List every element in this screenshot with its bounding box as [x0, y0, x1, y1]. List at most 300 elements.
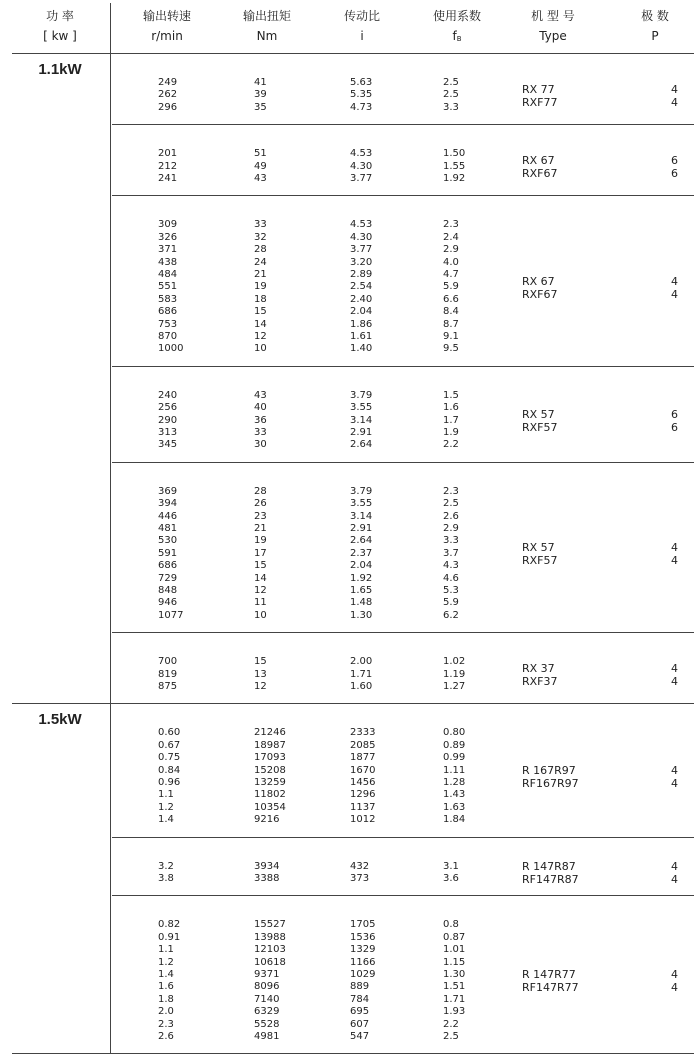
- table-cell: 1.8: [158, 993, 174, 1005]
- torque-column: [254, 656, 267, 693]
- table-cell: 4.30: [350, 231, 373, 243]
- table-cell: 1.15: [443, 956, 466, 968]
- pole-count: [648, 860, 678, 886]
- table-cell: 729: [158, 572, 178, 584]
- torque-column: [254, 390, 267, 452]
- table-cell: 201: [158, 148, 178, 160]
- table-cell: 1.48: [350, 597, 373, 609]
- table-cell: 13259: [254, 776, 286, 788]
- table-cell: 1.27: [443, 680, 466, 692]
- group-divider: [112, 195, 694, 196]
- table-cell: 4.0: [443, 256, 459, 268]
- model-type-line: RX 67: [522, 274, 555, 288]
- table-cell: 3.77: [350, 244, 373, 256]
- table-cell: 0.67: [158, 739, 181, 751]
- table-cell: 946: [158, 597, 178, 609]
- pole-value: 4: [671, 968, 678, 982]
- torque-column: [254, 219, 267, 355]
- table-cell: 5.9: [443, 281, 459, 293]
- table-cell: 1.71: [350, 668, 373, 680]
- pole-value: 4: [671, 674, 678, 688]
- pole-count: [648, 275, 678, 301]
- table-cell: 3.55: [350, 498, 373, 510]
- table-cell: 4981: [254, 1030, 280, 1042]
- table-cell: 32: [254, 231, 267, 243]
- table-cell: 290: [158, 414, 178, 426]
- table-cell: 2.89: [350, 268, 373, 280]
- model-type: [522, 154, 622, 180]
- table-cell: 8.4: [443, 306, 459, 318]
- factor-column: [443, 77, 459, 114]
- model-type-line: R 167R97: [522, 764, 576, 777]
- table-cell: 1.2: [158, 956, 174, 968]
- table-cell: 40: [254, 402, 267, 414]
- model-type-line: RXF37: [522, 674, 558, 688]
- table-cell: 2.0: [158, 1006, 174, 1018]
- factor-column: [443, 390, 459, 452]
- table-cell: 212: [158, 160, 178, 172]
- table-cell: 4.7: [443, 268, 459, 280]
- table-cell: 3.79: [350, 485, 373, 497]
- table-cell: 1.92: [350, 572, 373, 584]
- table-cell: 41: [254, 77, 267, 88]
- table-cell: 2.3: [158, 1018, 174, 1030]
- header-poles: [630, 6, 680, 46]
- table-cell: 0.84: [158, 764, 181, 776]
- table-cell: 241: [158, 172, 178, 184]
- table-cell: 4.3: [443, 560, 459, 572]
- table-cell: 24: [254, 256, 267, 268]
- model-type-line: RF147R77: [522, 981, 579, 995]
- table-cell: 2.54: [350, 281, 373, 293]
- model-type: [522, 541, 622, 567]
- table-cell: 326: [158, 231, 178, 243]
- table-cell: 3.20: [350, 256, 373, 268]
- table-cell: 2.5: [443, 77, 459, 88]
- pole-value: 6: [671, 166, 678, 180]
- table-cell: 591: [158, 547, 178, 559]
- table-cell: 11802: [254, 789, 286, 801]
- table-cell: 371: [158, 244, 178, 256]
- table-cell: 256: [158, 402, 178, 414]
- group-divider: [112, 462, 694, 463]
- factor-column: [443, 148, 465, 185]
- table-cell: 1.4: [158, 814, 174, 826]
- table-cell: 15: [254, 306, 267, 318]
- ratio-column: [350, 148, 372, 185]
- table-cell: 14: [254, 318, 267, 330]
- pole-value: 4: [671, 981, 678, 995]
- speed-column: [158, 919, 180, 1043]
- table-cell: 313: [158, 426, 178, 438]
- table-cell: 49: [254, 160, 267, 172]
- table-cell: 3934: [254, 860, 280, 872]
- table-cell: 1877: [350, 752, 376, 764]
- table-cell: 0.91: [158, 931, 181, 943]
- factor-column: [443, 656, 465, 693]
- table-cell: 17093: [254, 752, 286, 764]
- header-ratio-unit: i: [360, 29, 364, 43]
- header-divider: [12, 53, 694, 54]
- table-cell: 13988: [254, 931, 286, 943]
- model-type-line: RF147R87: [522, 873, 579, 886]
- table-cell: 1296: [350, 789, 376, 801]
- pole-value: 6: [671, 407, 678, 421]
- model-type-line: RX 57: [522, 541, 555, 554]
- table-cell: 1012: [350, 814, 376, 826]
- table-cell: 3.77: [350, 172, 373, 184]
- pole-count: [648, 662, 678, 688]
- table-cell: 12: [254, 330, 267, 342]
- table-cell: 484: [158, 268, 178, 280]
- table-cell: 4.73: [350, 101, 373, 113]
- pole-value: 4: [671, 541, 678, 554]
- pole-count: [648, 968, 678, 994]
- header-speed: [132, 6, 202, 46]
- table-cell: 8.7: [443, 318, 459, 330]
- table-cell: 8096: [254, 981, 280, 993]
- model-type: [522, 662, 622, 688]
- table-cell: 6329: [254, 1006, 280, 1018]
- pole-value: 4: [671, 764, 678, 777]
- table-cell: 1.11: [443, 764, 466, 776]
- table-cell: 35: [254, 101, 267, 113]
- header-torque-label: 输出扭矩: [242, 9, 291, 23]
- table-cell: 2.3: [443, 485, 459, 497]
- table-cell: 1.51: [443, 981, 466, 993]
- table-cell: 686: [158, 560, 178, 572]
- table-cell: 2.6: [158, 1030, 174, 1042]
- table-cell: 0.99: [443, 752, 466, 764]
- table-cell: 10: [254, 343, 267, 355]
- table-cell: 39: [254, 89, 267, 101]
- table-cell: 21246: [254, 727, 286, 739]
- ratio-column: [350, 219, 372, 355]
- torque-column: [254, 727, 286, 826]
- table-cell: 6.6: [443, 293, 459, 305]
- table-cell: 5.3: [443, 584, 459, 596]
- table-cell: 10354: [254, 801, 286, 813]
- table-cell: 1456: [350, 776, 376, 788]
- table-cell: 15: [254, 560, 267, 572]
- table-cell: 1.9: [443, 426, 459, 438]
- table-cell: 12: [254, 680, 267, 692]
- header-type-unit: Type: [539, 29, 567, 43]
- table-cell: 19: [254, 281, 267, 293]
- table-cell: 2.64: [350, 439, 373, 451]
- table-cell: 1329: [350, 944, 376, 956]
- table-cell: 432: [350, 860, 370, 872]
- table-cell: 3.14: [350, 414, 373, 426]
- table-cell: 1705: [350, 919, 376, 931]
- table-cell: 1000: [158, 343, 184, 355]
- torque-column: [254, 919, 286, 1043]
- header-speed-label: 输出转速: [142, 9, 191, 23]
- table-cell: 28: [254, 485, 267, 497]
- table-cell: 10618: [254, 956, 286, 968]
- ratio-column: [350, 656, 372, 693]
- table-cell: 13: [254, 668, 267, 680]
- table-cell: 1.4: [158, 968, 174, 980]
- table-cell: 6.2: [443, 609, 459, 621]
- ratio-column: [350, 919, 375, 1043]
- table-cell: 870: [158, 330, 178, 342]
- group-divider: [112, 632, 694, 633]
- model-type-line: RXF57: [522, 554, 558, 567]
- table-cell: 889: [350, 981, 370, 993]
- table-cell: 1.43: [443, 789, 466, 801]
- factor-column: [443, 727, 465, 826]
- table-cell: 4.53: [350, 219, 373, 231]
- model-type-line: RX 57: [522, 407, 555, 421]
- table-cell: 2.3: [443, 219, 459, 231]
- table-cell: 345: [158, 439, 178, 451]
- table-cell: 9.1: [443, 330, 459, 342]
- header-power-unit: [ kw ]: [43, 29, 77, 43]
- table-cell: 1.84: [443, 814, 466, 826]
- pole-value: 4: [671, 873, 678, 886]
- table-cell: 2.64: [350, 535, 373, 547]
- table-cell: 28: [254, 244, 267, 256]
- table-cell: 3.3: [443, 535, 459, 547]
- header-ratio: [330, 6, 394, 46]
- table-cell: 784: [350, 993, 370, 1005]
- table-cell: 1.01: [443, 944, 466, 956]
- table-cell: 1.28: [443, 776, 466, 788]
- table-cell: 1.60: [350, 680, 373, 692]
- table-cell: 43: [254, 172, 267, 184]
- table-cell: 2.4: [443, 231, 459, 243]
- torque-column: [254, 861, 279, 886]
- table-cell: 23: [254, 510, 267, 522]
- table-cell: 551: [158, 281, 178, 293]
- table-cell: 26: [254, 498, 267, 510]
- table-cell: 1.02: [443, 656, 466, 668]
- table-cell: 9216: [254, 814, 280, 826]
- table-cell: 695: [350, 1006, 370, 1018]
- table-cell: 4.30: [350, 160, 373, 172]
- model-type-line: RXF67: [522, 166, 558, 180]
- table-cell: 1536: [350, 931, 376, 943]
- table-cell: 249: [158, 77, 178, 88]
- table-cell: 607: [350, 1018, 370, 1030]
- table-cell: 15527: [254, 919, 286, 931]
- table-cell: 11: [254, 597, 267, 609]
- table-cell: 3.14: [350, 510, 373, 522]
- power-rating: 1.5kW: [38, 711, 82, 729]
- table-cell: 21: [254, 268, 267, 280]
- table-cell: 5.63: [350, 77, 373, 88]
- pole-count: [648, 154, 678, 180]
- speed-column: [158, 77, 177, 114]
- table-cell: 753: [158, 318, 178, 330]
- group-divider: [112, 366, 694, 367]
- pole-value: 4: [671, 661, 678, 675]
- table-cell: 848: [158, 584, 178, 596]
- table-cell: 0.96: [158, 776, 181, 788]
- table-cell: 2.2: [443, 439, 459, 451]
- table-cell: 21: [254, 522, 267, 534]
- table-cell: 12: [254, 584, 267, 596]
- table-cell: 14: [254, 572, 267, 584]
- model-type-line: RX 37: [522, 661, 555, 675]
- table-cell: 18987: [254, 739, 286, 751]
- table-cell: 1.63: [443, 801, 466, 813]
- ratio-column: [350, 486, 372, 622]
- factor-column: [443, 219, 459, 355]
- model-type: [522, 860, 622, 886]
- header-factor-unit: $f_B$: [452, 29, 462, 43]
- table-cell: 1.65: [350, 584, 373, 596]
- table-cell: 875: [158, 680, 178, 692]
- table-cell: 369: [158, 485, 178, 497]
- table-cell: 240: [158, 389, 178, 401]
- table-cell: 309: [158, 219, 178, 231]
- table-cell: 43: [254, 389, 267, 401]
- header-poles-label: 极 数: [641, 9, 669, 23]
- table-cell: 3.8: [158, 872, 174, 884]
- table-cell: 2.5: [443, 498, 459, 510]
- table-cell: 1.55: [443, 160, 466, 172]
- header-torque: [232, 6, 302, 46]
- ratio-column: [350, 727, 375, 826]
- table-cell: 9371: [254, 968, 280, 980]
- speed-column: [158, 486, 183, 622]
- header-type: [518, 6, 588, 46]
- model-type: [522, 968, 622, 994]
- table-cell: 18: [254, 293, 267, 305]
- speed-column: [158, 727, 180, 826]
- table-cell: 1.19: [443, 668, 466, 680]
- table-cell: 2.9: [443, 244, 459, 256]
- table-cell: 0.82: [158, 919, 181, 931]
- table-cell: 1.2: [158, 801, 174, 813]
- table-cell: 3.2: [158, 860, 174, 872]
- table-cell: 1077: [158, 609, 184, 621]
- table-cell: 2.91: [350, 426, 373, 438]
- table-cell: 373: [350, 872, 370, 884]
- table-cell: 1.40: [350, 343, 373, 355]
- pole-count: [648, 764, 678, 790]
- speed-column: [158, 861, 174, 886]
- header-power-label: 功 率: [46, 9, 74, 23]
- table-cell: 583: [158, 293, 178, 305]
- power-rating: 1.1kW: [38, 61, 82, 78]
- table-cell: 17: [254, 547, 267, 559]
- header-speed-unit: r/min: [151, 29, 183, 43]
- table-cell: 1.1: [158, 789, 174, 801]
- table-cell: 3.55: [350, 402, 373, 414]
- speed-column: [158, 148, 177, 185]
- table-cell: 2.9: [443, 522, 459, 534]
- pole-value: 6: [671, 153, 678, 167]
- header-factor-label: 使用系数: [432, 9, 481, 23]
- model-type: [522, 275, 622, 301]
- model-type-line: RXF57: [522, 420, 558, 434]
- pole-value: 4: [671, 777, 678, 790]
- model-type: [522, 764, 622, 790]
- table-cell: 0.60: [158, 727, 181, 739]
- speed-column: [158, 219, 183, 355]
- table-cell: 2.5: [443, 89, 459, 101]
- table-cell: 19: [254, 535, 267, 547]
- table-cell: 0.80: [443, 727, 466, 739]
- table-cell: 1029: [350, 968, 376, 980]
- table-cell: 438: [158, 256, 178, 268]
- torque-column: [254, 148, 267, 185]
- table-cell: 2.40: [350, 293, 373, 305]
- pole-value: 4: [671, 860, 678, 873]
- model-type-line: RX 77: [522, 82, 555, 96]
- table-cell: 3.1: [443, 860, 459, 872]
- header-ratio-label: 传动比: [343, 9, 380, 23]
- table-cell: 3388: [254, 872, 280, 884]
- header-power: [12, 6, 108, 46]
- table-cell: 1.6: [158, 981, 174, 993]
- table-cell: 481: [158, 522, 178, 534]
- table-cell: 30: [254, 439, 267, 451]
- table-cell: 0.8: [443, 919, 459, 931]
- factor-column: [443, 861, 459, 886]
- table-cell: 1.1: [158, 944, 174, 956]
- pole-value: 6: [671, 420, 678, 434]
- table-cell: 4.6: [443, 572, 459, 584]
- pole-value: 4: [671, 554, 678, 567]
- table-cell: 1.7: [443, 414, 459, 426]
- table-cell: 2.37: [350, 547, 373, 559]
- table-cell: 2.04: [350, 306, 373, 318]
- table-cell: 3.7: [443, 547, 459, 559]
- model-type-line: R 147R77: [522, 968, 576, 982]
- table-cell: 36: [254, 414, 267, 426]
- table-cell: 9.5: [443, 343, 459, 355]
- model-type-line: RXF67: [522, 287, 558, 301]
- table-cell: 0.75: [158, 752, 181, 764]
- header-type-label: 机 型 号: [531, 9, 575, 23]
- table-cell: 1.50: [443, 148, 466, 160]
- table-cell: 446: [158, 510, 178, 522]
- table-cell: 1.93: [443, 1006, 466, 1018]
- table-cell: 296: [158, 101, 178, 113]
- table-cell: 530: [158, 535, 178, 547]
- table-cell: 5528: [254, 1018, 280, 1030]
- model-type-line: RX 67: [522, 153, 555, 167]
- pole-value: 4: [671, 95, 678, 109]
- table-cell: 15208: [254, 764, 286, 776]
- table-cell: 33: [254, 426, 267, 438]
- header-poles-unit: P: [651, 29, 659, 43]
- table-cell: 2.2: [443, 1018, 459, 1030]
- table-cell: 1137: [350, 801, 376, 813]
- table-cell: 51: [254, 148, 267, 160]
- group-divider: [112, 895, 694, 896]
- header-torque-unit: Nm: [256, 29, 278, 43]
- group-divider: [112, 837, 694, 838]
- group-divider: [112, 124, 694, 125]
- ratio-column: [350, 390, 372, 452]
- table-cell: 33: [254, 219, 267, 231]
- pole-value: 4: [671, 274, 678, 288]
- table-cell: 3.6: [443, 872, 459, 884]
- table-cell: 0.89: [443, 739, 466, 751]
- table-cell: 394: [158, 498, 178, 510]
- table-cell: 262: [158, 89, 178, 101]
- table-cell: 5.9: [443, 597, 459, 609]
- table-cell: 0.87: [443, 931, 466, 943]
- table-cell: 10: [254, 609, 267, 621]
- table-cell: 3.79: [350, 389, 373, 401]
- model-type-line: R 147R87: [522, 860, 576, 873]
